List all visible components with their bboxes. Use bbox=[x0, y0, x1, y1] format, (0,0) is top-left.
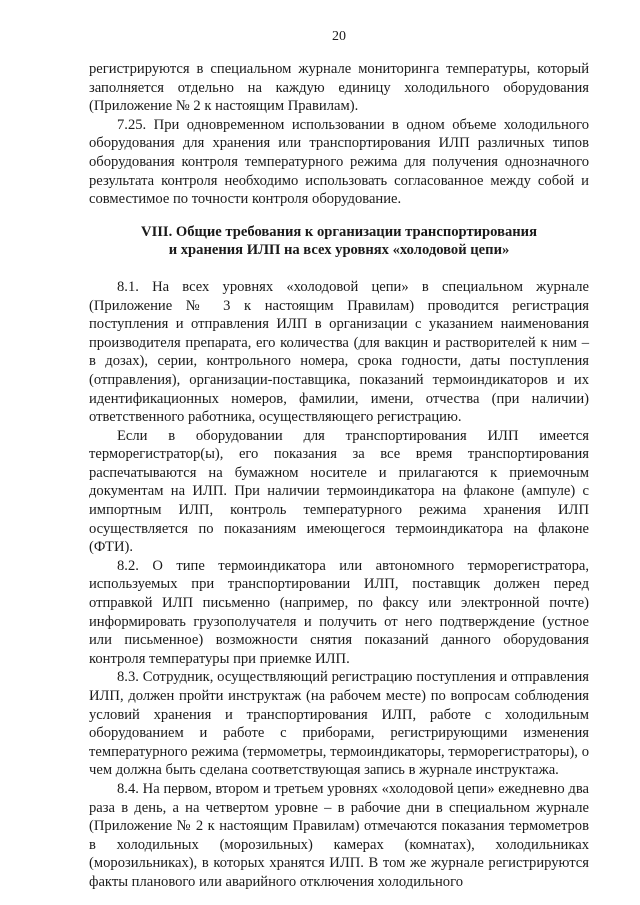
paragraph-8-4: 8.4. На первом, втором и третьем уровнях «холодовой цепи» ежедневно два раза в день, а на четвертом уровне – в рабочие дни в специальном журнале (Приложение № 2 к настоящим Правилам) отмечаются показания термометров в холодильных (морозильных) камерах (комнатах), холодильниках (морозильниках), в которых хранятся ИЛП. В том же журнале регистрируются факты планового или аварийного отключения холодильного bbox=[89, 780, 589, 890]
paragraph-7-25: 7.25. При одновременном использовании в одном объеме холодильного оборудования для хранения или транспортирования ИЛП различных типов оборудования контроля температурного режима для получения однозначного результата контроля необходимо использовать согласованное между собой и совместимое по точности контроля оборудование. bbox=[89, 116, 589, 208]
document-page bbox=[89, 28, 589, 892]
section-heading-line-2: и хранения ИЛП на всех уровнях «холодовой цепи» bbox=[168, 242, 510, 259]
section-heading bbox=[89, 223, 589, 260]
section-heading-line-1: VIII. Общие требования к организации транспортирования bbox=[141, 223, 537, 240]
paragraph-8-1: 8.1. На всех уровнях «холодовой цепи» в специальном журнале (Приложение № 3 к настоящим Правилам) проводится регистрация поступления и отправления ИЛП в организации с указанием наименования производителя препарата, его количества (для вакцин и растворителей к ним – в дозах), серии, контрольного номера, срока годности, даты поступления (отправления), организации-поставщика, показаний термоиндикаторов и их идентификационных номеров, фамилии, имени, отчества (при наличии) ответственного работника, осуществляющего регистрацию. bbox=[89, 278, 589, 426]
paragraph-continuation: регистрируются в специальном журнале мониторинга температуры, который заполняется отдельно на каждую единицу холодильного оборудования (Приложение № 2 к настоящим Правилам). bbox=[89, 61, 589, 115]
page-number: 20 bbox=[332, 29, 346, 44]
paragraph-8-2: 8.2. О типе термоиндикатора или автономного терморегистратора, используемых при транспортировании ИЛП, поставщик должен перед отправкой ИЛП письменно (например, по факсу или электронной почте) информировать грузополучателя и получить от него подтверждение (устное или письменное) возможности снятия показаний данного оборудования контроля температуры при приемке ИЛП. bbox=[89, 557, 589, 667]
paragraph-8-1-terminal: Если в оборудовании для транспортирования ИЛП имеется терморегистратор(ы), его показания за все время транспортирования распечатываются на бумажном носителе и прилагаются к приемочным документам на ИЛП. При наличии термоиндикатора на флаконе (ампуле) с импортным ИЛП, контроль температурного режима хранения ИЛП осуществляется по показаниям имеющегося термоиндикатора на флаконе (ФТИ). bbox=[89, 427, 589, 556]
paragraph-8-3: 8.3. Сотрудник, осуществляющий регистрацию поступления и отправления ИЛП, должен пройти инструктаж (на рабочем месте) по вопросам соблюдения условий хранения и транспортирования ИЛП, работе с холодильным оборудованием и работе с приборами, регистрирующими изменения температурного режима (термометры, термоиндикаторы, терморегистраторы), о чем должна быть сделана соответствующая запись в журнале инструктажа. bbox=[89, 669, 589, 779]
